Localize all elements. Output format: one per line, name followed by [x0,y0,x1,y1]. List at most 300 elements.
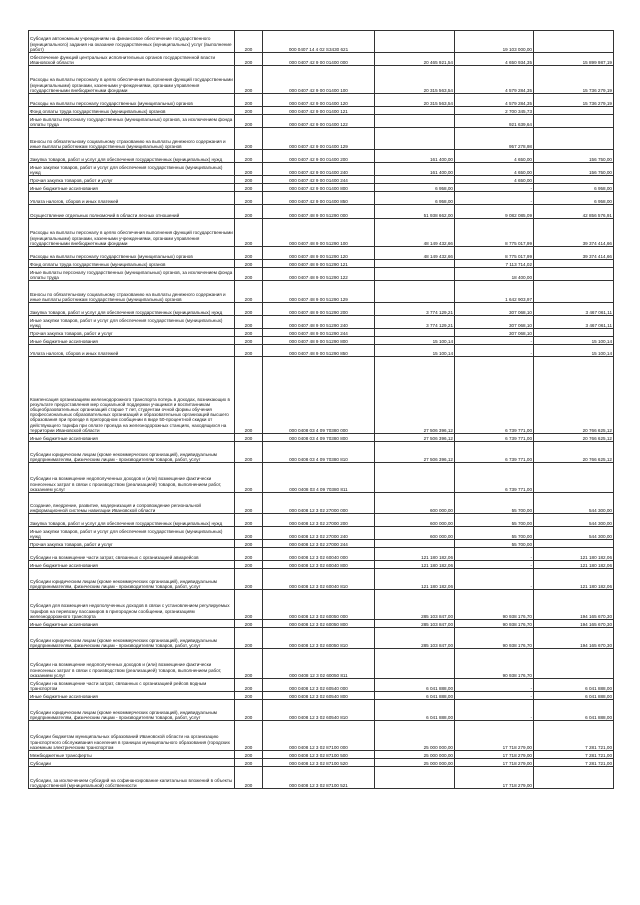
row-name-cell: Субсидии юридическим лицам (кроме некоммерческих организаций), индивидуальным предпринимателям, физическим лицам - производителям товаров, работ, услуг [29,569,235,590]
row-code-cell: 200 [235,345,263,357]
row-executed-cell: - [455,192,534,205]
row-code-cell: 200 [235,94,263,107]
row-remaining-cell: 15 736 279,19 [534,94,614,107]
row-name-cell: Иные бюджетные ассигнования [29,184,235,192]
row-code-cell: 200 [235,692,263,700]
budget-table-body [29,31,614,789]
row-code-cell: 200 [235,590,263,620]
row-remaining-cell: 15 899 987,19 [534,53,614,66]
row-approved-cell: 161 400,00 [375,150,455,163]
row-name-cell: Иные закупки товаров, работ и услуг для обеспечения государственных (муниципальных) нужд [29,527,235,540]
row-name-cell: Взносы по обязательному социальному страхованию на выплаты денежного содержания и иные выплаты работникам государственных (муниципальных) органов [29,281,235,303]
row-remaining-cell: 121 180 182,06 [534,548,614,561]
row-kbk-cell: 000 0408 12 3 02 60540 810 [263,700,375,721]
row-code-cell: 200 [235,620,263,628]
row-executed-cell: 4 650 934,35 [455,53,534,66]
row-approved-cell: 51 938 662,00 [375,205,455,219]
row-approved-cell [375,540,455,548]
row-executed-cell: 4 650,00 [455,176,534,184]
row-code-cell: 200 [235,192,263,205]
row-executed-cell: 921 639,64 [455,115,534,128]
row-kbk-cell: 000 0407 42 9 00 01400 129 [263,128,375,150]
row-executed-cell: 307 068,10 [455,303,534,316]
row-code-cell: 200 [235,329,263,337]
row-kbk-cell: 000 0408 12 3 02 60040 810 [263,569,375,590]
row-kbk-cell: 000 0407 48 9 00 51290 129 [263,281,375,303]
row-code-cell: 200 [235,219,263,247]
row-remaining-cell [534,31,614,53]
row-kbk-cell: 000 0408 12 3 02 87100 500 [263,751,375,759]
budget-table [28,30,614,789]
table-row [29,205,614,219]
row-executed-cell: 4 650,00 [455,150,534,163]
row-name-cell: Иные выплаты персоналу государственных (муниципальных) органов, за исключением фонда оплаты труда [29,268,235,281]
row-approved-cell: 3 774 129,21 [375,316,455,329]
row-code-cell: 200 [235,700,263,721]
table-row [29,767,614,789]
table-row [29,721,614,751]
row-kbk-cell: 000 0407 48 9 00 51290 122 [263,268,375,281]
row-approved-cell [375,281,455,303]
row-executed-cell: 957 278,98 [455,128,534,150]
row-remaining-cell: 7 281 721,00 [534,751,614,759]
row-kbk-cell: 000 0407 48 9 00 51290 200 [263,303,375,316]
row-kbk-cell: 000 0408 12 3 02 60050 810 [263,628,375,649]
row-remaining-cell: 544 300,00 [534,514,614,527]
row-approved-cell: 20 465 921,54 [375,53,455,66]
table-row [29,463,614,493]
row-remaining-cell: 39 374 414,66 [534,247,614,260]
row-name-cell: Межбюджетные трансферты [29,751,235,759]
row-name-cell: Иные выплаты персоналу государственных (муниципальных) органов, за исключением фонда оплаты труда [29,115,235,128]
row-approved-cell: 48 149 432,66 [375,219,455,247]
table-row [29,316,614,329]
row-remaining-cell: 42 856 576,91 [534,205,614,219]
row-name-cell: Субсидии юридическим лицам (кроме некоммерческих организаций), индивидуальным предпринимателям, физическим лицам - производителям товаров, работ, услуг [29,628,235,649]
row-approved-cell: 20 315 563,54 [375,94,455,107]
row-approved-cell [375,107,455,115]
row-executed-cell: 6 739 771,00 [455,442,534,463]
row-remaining-cell: 121 180 182,06 [534,569,614,590]
row-kbk-cell: 000 0408 12 3 02 60540 000 [263,679,375,692]
row-kbk-cell: 000 0408 12 3 02 27000 200 [263,514,375,527]
table-row [29,493,614,514]
row-approved-cell [375,260,455,268]
table-row [29,649,614,679]
row-kbk-cell: 000 0408 12 3 02 60040 000 [263,548,375,561]
row-name-cell: Расходы на выплаты персоналу в целях обеспечения выполнения функций государственными (муниципальными) органами, казенными учреждениями, органами управления государственными внебюджетными фондами [29,219,235,247]
row-executed-cell: 17 718 279,00 [455,751,534,759]
table-row [29,176,614,184]
row-name-cell: Расходы на выплаты персоналу государственных (муниципальных) органов [29,94,235,107]
row-executed-cell: 6 739 771,00 [455,357,534,434]
table-row [29,53,614,66]
row-kbk-cell: 000 0408 03 4 09 70380 800 [263,434,375,442]
row-executed-cell: 55 700,00 [455,527,534,540]
row-kbk-cell: 000 0407 42 9 00 01400 244 [263,176,375,184]
row-code-cell: 200 [235,53,263,66]
row-kbk-cell: 000 0408 12 3 02 87100 520 [263,759,375,767]
row-kbk-cell: 000 0407 42 9 00 01400 100 [263,66,375,94]
row-code-cell: 200 [235,128,263,150]
row-code-cell: 200 [235,442,263,463]
row-name-cell: Закупка товаров, работ и услуг для обеспечения государственных (муниципальных) нужд [29,150,235,163]
row-remaining-cell [534,128,614,150]
row-remaining-cell: 121 180 182,06 [534,561,614,569]
row-name-cell: Иные закупки товаров, работ и услуг для обеспечения государственных (муниципальных) нужд [29,316,235,329]
row-code-cell: 200 [235,247,263,260]
row-executed-cell: 55 700,00 [455,540,534,548]
row-remaining-cell [534,268,614,281]
row-remaining-cell: 194 165 670,30 [534,628,614,649]
row-name-cell: Обеспечение функций центральных исполнительных органов государственной власти Ивановской области [29,53,235,66]
row-remaining-cell: 3 467 061,11 [534,303,614,316]
row-code-cell: 200 [235,493,263,514]
row-kbk-cell: 000 0408 12 3 02 60050 811 [263,649,375,679]
row-approved-cell [375,463,455,493]
row-remaining-cell: 6 958,00 [534,192,614,205]
row-approved-cell: 48 149 432,66 [375,247,455,260]
row-code-cell: 200 [235,463,263,493]
row-approved-cell: 6 041 888,00 [375,679,455,692]
row-code-cell: 200 [235,66,263,94]
row-code-cell: 200 [235,751,263,759]
row-approved-cell: 600 000,00 [375,514,455,527]
row-code-cell: 200 [235,150,263,163]
row-code-cell: 200 [235,569,263,590]
row-kbk-cell: 000 0407 42 9 00 01400 000 [263,53,375,66]
row-code-cell: 200 [235,759,263,767]
row-remaining-cell: 156 750,00 [534,163,614,176]
row-name-cell: Прочая закупка товаров, работ и услуг [29,540,235,548]
row-remaining-cell [534,107,614,115]
row-approved-cell [375,268,455,281]
row-remaining-cell: 156 750,00 [534,150,614,163]
row-remaining-cell: 7 281 721,00 [534,759,614,767]
row-executed-cell: 8 775 017,99 [455,219,534,247]
row-remaining-cell [534,767,614,789]
row-kbk-cell: 000 0407 42 9 00 01400 122 [263,115,375,128]
table-row [29,620,614,628]
row-name-cell: Взносы по обязательному социальному страхованию на выплаты денежного содержания и иные выплаты работникам государственных (муниципальных) органов [29,128,235,150]
table-row [29,345,614,357]
table-row [29,527,614,540]
row-kbk-cell: 000 0407 48 9 00 51290 800 [263,337,375,345]
row-remaining-cell: 544 300,00 [534,493,614,514]
row-remaining-cell [534,260,614,268]
row-executed-cell: 17 718 279,00 [455,767,534,789]
row-approved-cell: 600 000,00 [375,527,455,540]
row-name-cell: Субсидии на возмещение недополученных доходов и (или) возмещение фактически понесенных затрат в связи с производством (реализацией) товаров, выполнением работ, оказанием услуг [29,649,235,679]
row-name-cell: Субсидии юридическим лицам (кроме некоммерческих организаций), индивидуальным предпринимателям, физическим лицам - производителям товаров, работ, услуг [29,442,235,463]
row-kbk-cell: 000 0407 48 9 00 51290 120 [263,247,375,260]
row-approved-cell: 27 506 396,12 [375,434,455,442]
row-code-cell: 200 [235,514,263,527]
table-row [29,700,614,721]
row-name-cell: Иные бюджетные ассигнования [29,561,235,569]
row-name-cell: Закупка товаров, работ и услуг для обеспечения государственных (муниципальных) нужд [29,514,235,527]
row-executed-cell: 90 938 176,70 [455,590,534,620]
table-row [29,31,614,53]
row-executed-cell: 9 082 085,09 [455,205,534,219]
row-approved-cell: 15 100,14 [375,337,455,345]
row-code-cell: 200 [235,767,263,789]
table-row [29,514,614,527]
row-kbk-cell: 000 0408 12 3 02 27000 244 [263,540,375,548]
row-name-cell: Иные закупки товаров, работ и услуг для обеспечения государственных (муниципальных) нужд [29,163,235,176]
row-code-cell: 200 [235,548,263,561]
row-remaining-cell: 194 165 670,30 [534,590,614,620]
row-executed-cell: - [455,548,534,561]
row-executed-cell: 6 739 771,00 [455,434,534,442]
row-approved-cell: 27 506 396,12 [375,442,455,463]
table-row [29,679,614,692]
row-code-cell: 200 [235,527,263,540]
table-row [29,628,614,649]
row-name-cell: Субсидии на возмещение недополученных доходов и (или) возмещение фактически понесенных затрат в связи с производством (реализацией) товаров, выполнением работ, оказанием услуг [29,463,235,493]
row-approved-cell: 15 100,14 [375,345,455,357]
row-executed-cell: - [455,692,534,700]
row-executed-cell: - [455,679,534,692]
row-kbk-cell: 000 0408 12 3 02 87100 521 [263,767,375,789]
row-approved-cell: 121 180 182,06 [375,561,455,569]
row-remaining-cell: 39 374 414,66 [534,219,614,247]
row-remaining-cell [534,540,614,548]
row-approved-cell: 6 958,00 [375,192,455,205]
row-name-cell: Иные бюджетные ассигнования [29,337,235,345]
table-row [29,94,614,107]
row-remaining-cell [534,463,614,493]
table-row [29,759,614,767]
table-row [29,692,614,700]
row-remaining-cell [534,329,614,337]
table-row [29,329,614,337]
table-row [29,442,614,463]
row-executed-cell: 307 068,10 [455,316,534,329]
row-kbk-cell: 000 0407 14 4 02 S3430 621 [263,31,375,53]
table-row [29,337,614,345]
row-name-cell: Иные бюджетные ассигнования [29,692,235,700]
row-kbk-cell: 000 0408 12 3 02 60050 800 [263,620,375,628]
row-approved-cell: 6 958,00 [375,184,455,192]
table-row [29,66,614,94]
row-name-cell: Фонд оплаты труда государственных (муниципальных) органов [29,107,235,115]
row-remaining-cell: 544 300,00 [534,527,614,540]
table-row [29,184,614,192]
row-approved-cell: 121 180 182,06 [375,569,455,590]
row-code-cell: 200 [235,260,263,268]
row-code-cell: 200 [235,31,263,53]
row-approved-cell: 25 000 000,00 [375,721,455,751]
row-executed-cell: 8 775 017,99 [455,247,534,260]
row-approved-cell: 285 103 847,00 [375,620,455,628]
row-approved-cell: 25 000 000,00 [375,751,455,759]
row-remaining-cell: 6 958,00 [534,184,614,192]
row-executed-cell: 4 579 284,35 [455,94,534,107]
row-approved-cell [375,31,455,53]
row-executed-cell: 19 103 000,00 [455,31,534,53]
row-kbk-cell: 000 0408 12 3 02 60050 000 [263,590,375,620]
row-approved-cell: 161 400,00 [375,163,455,176]
row-remaining-cell [534,649,614,679]
row-approved-cell: 285 103 847,00 [375,590,455,620]
row-approved-cell [375,649,455,679]
row-approved-cell: 3 774 129,21 [375,303,455,316]
row-kbk-cell: 000 0408 03 4 09 70380 810 [263,442,375,463]
row-kbk-cell: 000 0408 03 4 09 70380 811 [263,463,375,493]
row-code-cell: 200 [235,721,263,751]
row-executed-cell: 18 400,00 [455,268,534,281]
row-kbk-cell: 000 0407 48 9 00 51290 121 [263,260,375,268]
row-remaining-cell: 194 165 670,30 [534,620,614,628]
row-executed-cell: 90 938 176,70 [455,628,534,649]
table-row [29,150,614,163]
table-row [29,219,614,247]
row-name-cell: Уплата налогов, сборов и иных платежей [29,192,235,205]
row-code-cell: 200 [235,184,263,192]
row-name-cell: Субсидии на возмещение части затрат, связанных с организацией авиарейсов [29,548,235,561]
row-code-cell: 200 [235,649,263,679]
row-name-cell: Осуществление отдельных полномочий в области лесных отношений [29,205,235,219]
row-executed-cell: 7 113 714,02 [455,260,534,268]
table-row [29,434,614,442]
table-row [29,561,614,569]
row-code-cell: 200 [235,337,263,345]
row-remaining-cell [534,115,614,128]
row-code-cell: 200 [235,679,263,692]
table-row [29,548,614,561]
row-kbk-cell: 000 0407 48 9 00 51290 244 [263,329,375,337]
row-code-cell: 200 [235,434,263,442]
row-code-cell: 200 [235,316,263,329]
row-kbk-cell: 000 0408 12 3 02 60040 800 [263,561,375,569]
row-code-cell: 200 [235,268,263,281]
row-name-cell: Фонд оплаты труда государственных (муниципальных) органов [29,260,235,268]
row-remaining-cell: 7 281 721,00 [534,721,614,751]
row-approved-cell: 285 103 847,00 [375,628,455,649]
row-remaining-cell [534,176,614,184]
row-remaining-cell: 15 736 279,19 [534,66,614,94]
row-code-cell: 200 [235,303,263,316]
table-row [29,357,614,434]
row-code-cell: 200 [235,561,263,569]
row-remaining-cell [534,281,614,303]
row-executed-cell: 90 938 176,70 [455,620,534,628]
row-executed-cell: 307 068,10 [455,329,534,337]
row-remaining-cell: 3 467 061,11 [534,316,614,329]
row-kbk-cell: 000 0407 42 9 00 01400 200 [263,150,375,163]
table-row [29,107,614,115]
row-executed-cell: - [455,569,534,590]
row-remaining-cell: 20 766 625,12 [534,434,614,442]
table-row [29,569,614,590]
row-approved-cell: 25 000 000,00 [375,759,455,767]
row-code-cell: 200 [235,628,263,649]
table-row [29,128,614,150]
table-row [29,751,614,759]
row-remaining-cell: 6 041 888,00 [534,700,614,721]
row-executed-cell: 6 739 771,00 [455,463,534,493]
row-executed-cell: 55 700,00 [455,493,534,514]
row-kbk-cell: 000 0408 12 3 02 87100 000 [263,721,375,751]
row-name-cell: Уплата налогов, сборов и иных платежей [29,345,235,357]
table-row [29,115,614,128]
row-kbk-cell: 000 0408 12 3 02 27000 000 [263,493,375,514]
table-row [29,163,614,176]
row-kbk-cell: 000 0407 48 9 00 51290 100 [263,219,375,247]
row-name-cell: Субсидии юридическим лицам (кроме некоммерческих организаций), индивидуальным предпринимателям, физическим лицам - производителям товаров, работ, услуг [29,700,235,721]
table-row [29,590,614,620]
row-name-cell: Компенсация организациям железнодорожного транспорта потерь в доходах, возникающих в результате предоставления мер социальной поддержки учащимся и воспитанникам общеобразовательных организаций старше 7 лет, студентам очной формы обучения профессиональных образовательных организаций и образовательных организаций высшего образования при проезде в пригородном сообщении в виде 50-процентной скидки от действующего тарифа при оплате проезда на железнодорожных станциях, находящихся на территории Ивановской области [29,357,235,434]
row-executed-cell: 17 718 279,00 [455,721,534,751]
row-name-cell: Расходы на выплаты персоналу в целях обеспечения выполнения функций государственными (муниципальными) органами, казенными учреждениями, органами управления государственными внебюджетными фондами [29,66,235,94]
row-remaining-cell: 6 041 888,00 [534,679,614,692]
row-name-cell: Расходы на выплаты персоналу государственных (муниципальных) органов [29,247,235,260]
row-kbk-cell: 000 0407 42 9 00 01400 120 [263,94,375,107]
row-code-cell: 200 [235,115,263,128]
row-name-cell: Субсидия для возмещения недополученных доходов в связи с установлением регулируемых тарифов на перевозку пассажиров в пригородном сообщении, организациям железнодорожного транспорта [29,590,235,620]
row-kbk-cell: 000 0407 42 9 00 01400 850 [263,192,375,205]
row-code-cell: 200 [235,107,263,115]
row-name-cell: Субсидии [29,759,235,767]
row-name-cell: Иные бюджетные ассигнования [29,620,235,628]
table-row [29,247,614,260]
row-remaining-cell: 15 100,14 [534,345,614,357]
row-kbk-cell: 000 0407 48 9 00 51290 850 [263,345,375,357]
row-remaining-cell: 20 766 625,12 [534,357,614,434]
row-approved-cell: 20 315 563,54 [375,66,455,94]
row-kbk-cell: 000 0408 03 4 09 70380 000 [263,357,375,434]
row-executed-cell: 17 718 279,00 [455,759,534,767]
row-approved-cell [375,767,455,789]
row-remaining-cell: 20 766 625,12 [534,442,614,463]
row-code-cell: 200 [235,540,263,548]
row-approved-cell: 6 041 888,00 [375,700,455,721]
row-executed-cell: - [455,337,534,345]
table-row [29,192,614,205]
row-executed-cell: 1 642 903,97 [455,281,534,303]
row-approved-cell: 600 000,00 [375,493,455,514]
row-executed-cell: - [455,700,534,721]
row-name-cell: Субсидии бюджетам муниципальных образований Ивановской области на организацию транспортного обслуживания населения в границах муниципального образования (городских наземным электрическим транспортом [29,721,235,751]
row-name-cell: Субсидии, за исключением субсидий на софинансирование капитальных вложений в объекты государственной (муниципальной) собственности [29,767,235,789]
row-remaining-cell: 6 041 888,00 [534,692,614,700]
table-row [29,268,614,281]
row-name-cell: Субсидии на возмещение части затрат, связанных с организацией рейсов водным транспортом [29,679,235,692]
row-kbk-cell: 000 0408 12 3 02 27000 240 [263,527,375,540]
row-code-cell: 200 [235,357,263,434]
table-row [29,260,614,268]
row-approved-cell [375,329,455,337]
row-executed-cell: 4 579 284,35 [455,66,534,94]
table-row [29,303,614,316]
table-row [29,540,614,548]
row-executed-cell: - [455,345,534,357]
row-executed-cell: 4 650,00 [455,163,534,176]
row-name-cell: Субсидия автономным учреждениям на финансовое обеспечение государственного (муниципального) задания на оказание государственных (муниципальных) услуг (выполнение работ) [29,31,235,53]
row-kbk-cell: 000 0407 48 9 00 51290 240 [263,316,375,329]
row-approved-cell: 27 506 396,12 [375,357,455,434]
row-name-cell: Прочая закупка товаров, работ и услуг [29,329,235,337]
row-executed-cell: 2 700 345,73 [455,107,534,115]
row-name-cell: Создание, внедрение, развитие, модернизация и сопровождение региональной информационной системы навигации Ивановской области [29,493,235,514]
row-executed-cell: 55 700,00 [455,514,534,527]
row-approved-cell [375,128,455,150]
row-approved-cell [375,176,455,184]
row-code-cell: 200 [235,176,263,184]
row-code-cell: 200 [235,163,263,176]
row-kbk-cell: 000 0408 12 3 02 60540 800 [263,692,375,700]
